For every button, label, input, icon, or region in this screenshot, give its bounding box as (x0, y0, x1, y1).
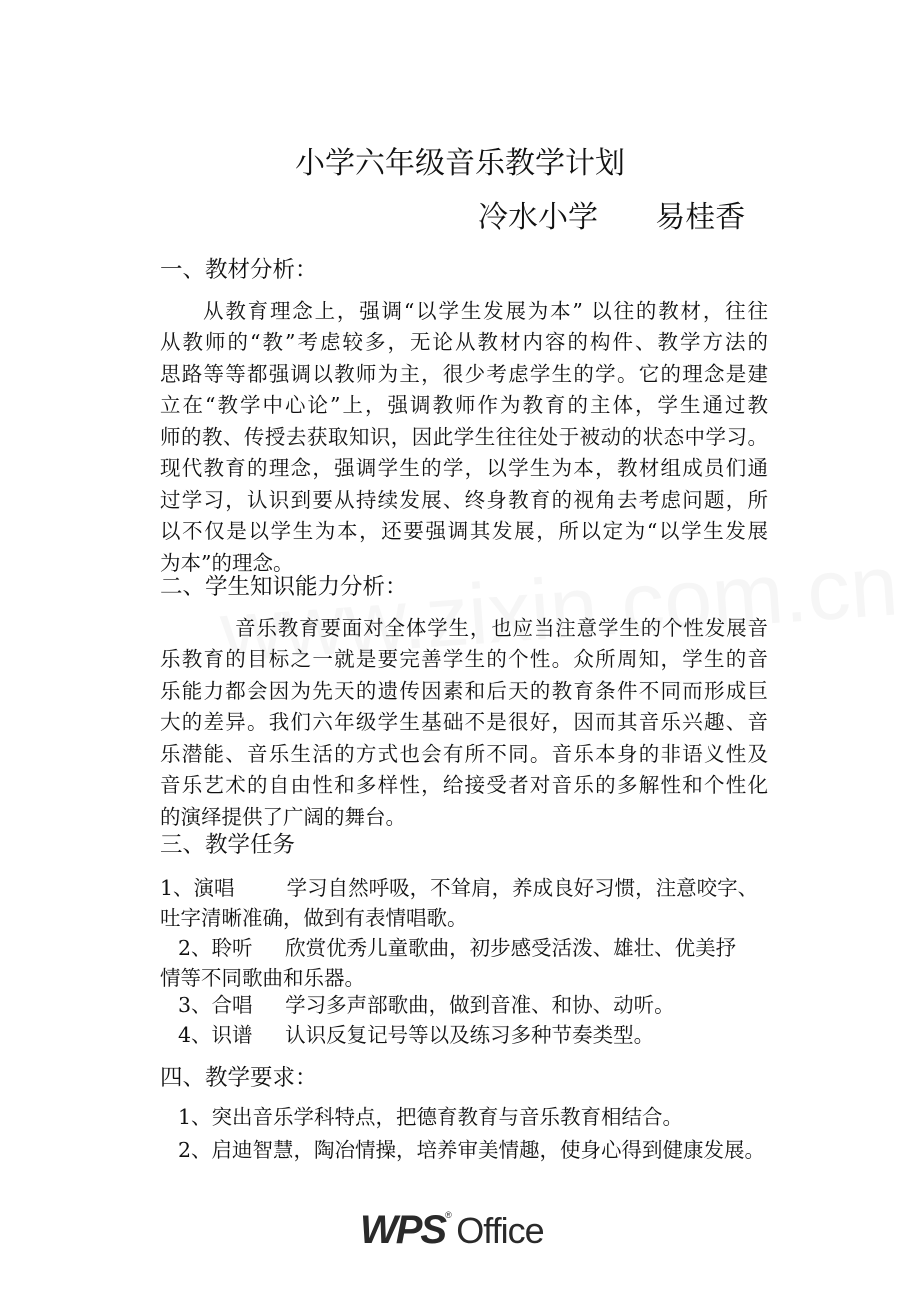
task-item: 4、识谱 认识反复记号等以及练习多种节奏类型。 (178, 1023, 655, 1047)
task-item-cont: 情等不同歌曲和乐器。 (160, 966, 365, 990)
paragraph-line: 乐能力都会因为先天的遗传因素和后天的教育条件不同而形成巨 (160, 679, 768, 703)
task-item: 2、聆听 欣赏优秀儿童歌曲，初步感受活泼、雄壮、优美抒 (178, 936, 737, 960)
paragraph-line: 师的教、传授去获取知识，因此学生往往处于被动的状态中学习。 (160, 425, 768, 449)
paragraph-line: 立在“教学中心论”上，强调教师作为教育的主体，学生通过教 (160, 393, 768, 417)
requirement-item: 1、突出音乐学科特点，把德育教育与音乐教育相结合。 (178, 1105, 684, 1129)
paragraph-line: 大的差异。我们六年级学生基础不是很好，因而其音乐兴趣、音 (160, 710, 768, 734)
paragraph-line: 音乐教育要面对全体学生，也应当注意学生的个性发展音 (235, 616, 768, 640)
paragraph-line: 思路等等都强调以教师为主，很少考虑学生的学。它的理念是建 (160, 362, 768, 386)
wps-office-logo (360, 1208, 544, 1253)
logo-office: Office (456, 1210, 544, 1251)
section-heading: 一、教材分析： (160, 257, 318, 283)
logo-reg: ® (445, 1210, 452, 1220)
paragraph-line: 从教育理念上，强调“以学生发展为本” 以往的教材，往往 (203, 299, 768, 323)
paragraph-line: 过学习，认识到要从持续发展、终身教育的视角去考虑问题，所 (160, 488, 768, 512)
paragraph-line: 现代教育的理念，强调学生的学，以学生为本，教材组成员们通 (160, 456, 768, 480)
task-item: 1、演唱 学习自然呼吸，不耸肩，养成良好习惯，注意咬字、 (160, 876, 759, 900)
section-heading: 三、教学任务 (160, 832, 296, 858)
logo-wps: WPS (360, 1208, 446, 1252)
paragraph-line: 为本”的理念。 (160, 551, 294, 575)
author-line: 冷水小学 易桂香 (478, 200, 746, 235)
task-item-cont: 吐字清晰准确，做到有表情唱歌。 (160, 906, 468, 930)
requirement-item: 2、启迪智慧，陶冶情操，培养审美情趣，使身心得到健康发展。 (178, 1138, 766, 1162)
task-item: 3、合唱 学习多声部歌曲，做到音准、和协、动听。 (178, 993, 675, 1017)
section-heading: 二、学生知识能力分析： (160, 574, 408, 600)
paragraph-line: 从教师的“教”考虑较多，无论从教材内容的构件、教学方法的 (160, 330, 768, 354)
document-title: 小学六年级音乐教学计划 (295, 146, 625, 181)
paragraph-line: 的演绎提供了广阔的舞台。 (160, 805, 406, 829)
paragraph-line: 音乐艺术的自由性和多样性，给接受者对音乐的多解性和个性化 (160, 773, 768, 797)
section-heading: 四、教学要求： (160, 1065, 318, 1091)
paragraph-line: 以不仅是以学生为本，还要强调其发展，所以定为“以学生发展 (160, 519, 768, 543)
paragraph-line: 乐教育的目标之一就是要完善学生的个性。众所周知，学生的音 (160, 647, 768, 671)
paragraph-line: 乐潜能、音乐生活的方式也会有所不同。音乐本身的非语义性及 (160, 742, 768, 766)
